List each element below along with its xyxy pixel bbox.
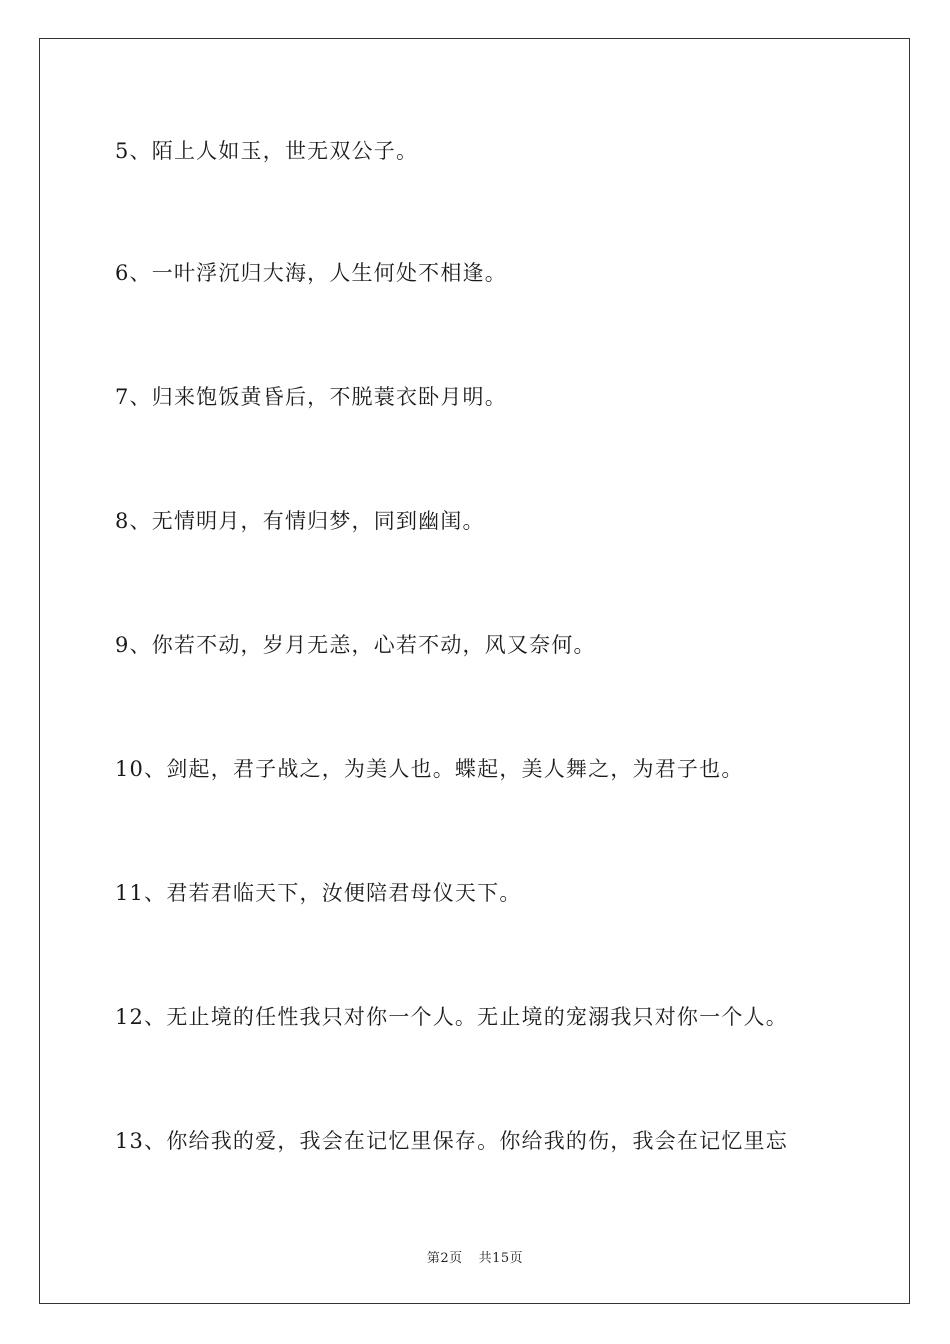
text-line: 8、无情明月，有情归梦，同到幽闺。: [115, 509, 485, 533]
page-number: 第2页: [426, 1251, 463, 1266]
text-line: 13、你给我的爱，我会在记忆里保存。你给我的伤，我会在记忆里忘: [115, 1129, 788, 1153]
text-line: 6、一叶浮沉归大海，人生何处不相逢。: [115, 261, 507, 285]
text-line: 12、无止境的任性我只对你一个人。无止境的宠溺我只对你一个人。: [115, 1005, 788, 1029]
text-line: 11、君若君临天下，汝便陪君母仪天下。: [115, 881, 522, 905]
text-line: 9、你若不动，岁月无恙，心若不动，风又奈何。: [115, 633, 596, 657]
text-line: 7、归来饱饭黄昏后，不脱蓑衣卧月明。: [115, 385, 507, 409]
text-line: 10、剑起，君子战之，为美人也。蝶起，美人舞之，为君子也。: [115, 757, 744, 781]
page-total: 共15页: [478, 1251, 524, 1266]
text-line: 5、陌上人如玉，世无双公子。: [115, 139, 419, 163]
page-footer: [0, 1247, 950, 1266]
